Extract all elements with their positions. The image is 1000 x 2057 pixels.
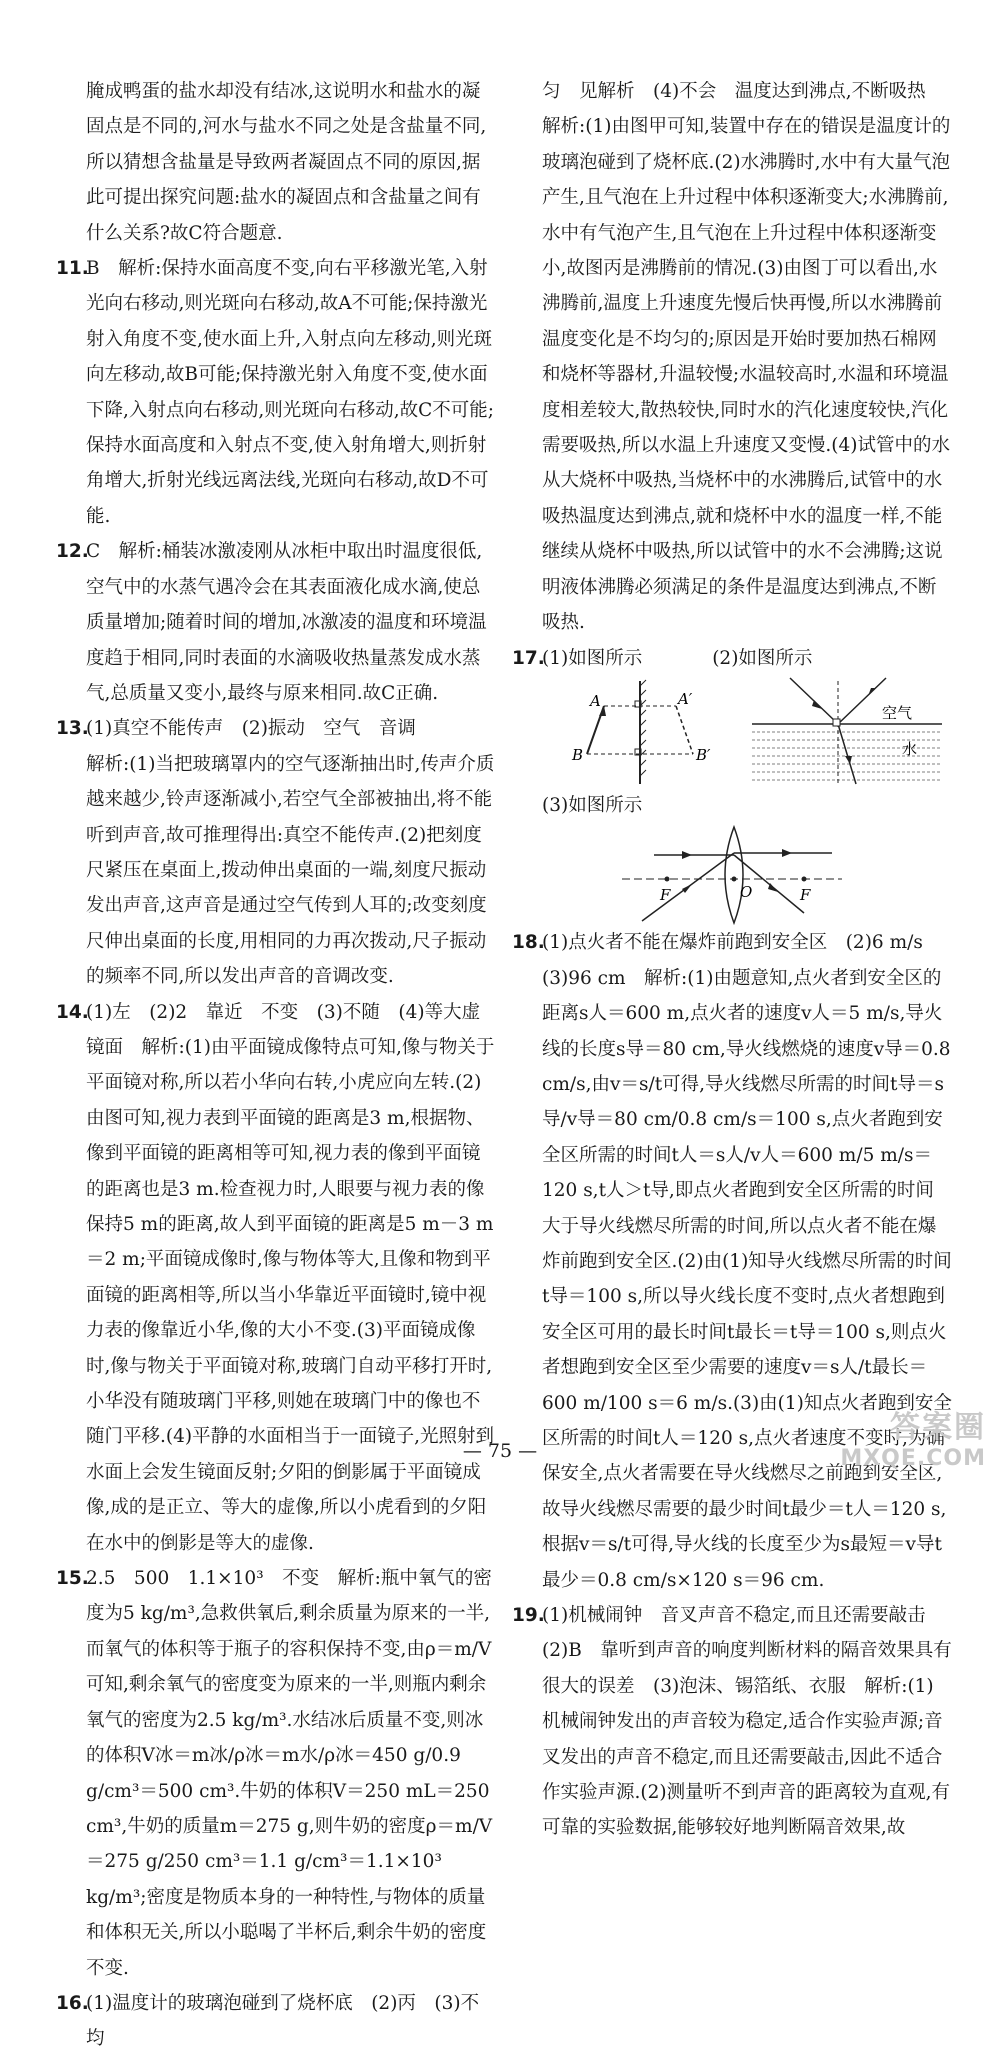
plane-mirror-figure bbox=[571, 680, 711, 784]
answer-14 bbox=[56, 995, 499, 1562]
right-column bbox=[512, 74, 952, 1846]
answer-text: (1)真空不能传声 (2)振动 空气 音调 bbox=[86, 718, 416, 740]
label-b: B bbox=[572, 745, 584, 764]
question-number: 19. bbox=[512, 1605, 545, 1627]
left-column bbox=[56, 74, 499, 2057]
question-number: 15. bbox=[56, 1568, 89, 1590]
watermark-logo: 答案圈 bbox=[890, 1410, 986, 1445]
label-o: O bbox=[740, 883, 753, 902]
answer-text: B 解析:保持水面高度不变,向右平移激光笔,入射光向右移动,则光斑向右移动,故A不可能;保持激光射入角度不变,使水面上升,入射点向左移动,则光斑向左移动,故B可能;保持激光射入角度不变,使水面下降,入射点向右移动,则光斑向右移动,故C不可能;保持水面高度和入射点不变,使入射角增大,则折射角增大,折射光线远离法线,光斑向右移动,故D不可能. bbox=[86, 258, 495, 527]
answer-text: (1)机械闹钟 音叉声音不稳定,而且还需要敲击 bbox=[542, 1605, 926, 1627]
label-a: A bbox=[590, 691, 601, 710]
answer-text: 2.5 500 1.1×10³ 不变 解析:瓶中氧气的密度为5 kg/m³,急救供氧后,剩余质量为原来的一半,而氧气的体积等于瓶子的容积保持不变,由ρ＝m/V可知,剩余氧气的密度变为原来的一半,则瓶内剩余氧气的密度为2.5 kg/m³.水结冰后质量不变,则冰的体积V冰＝m冰/ρ冰＝m水/ρ冰＝450 g/0.9 g/cm³＝500 cm³.牛奶的体积V＝250 mL＝250 cm³,牛奶的质量m＝275 g,则牛奶的密度ρ＝m/V＝275 g/250 cm³＝1.1 g/cm³＝1.1×10³ kg/m³;密度是物质本身的一种特性,与物体的质量和体积无关,所以小聪喝了半杯后,剩余牛奶的密度不变. bbox=[86, 1568, 493, 1979]
question-number: 12. bbox=[56, 541, 89, 563]
watermark bbox=[840, 1402, 986, 1471]
question-number: 13. bbox=[56, 718, 89, 740]
answer-16 bbox=[56, 1986, 496, 2057]
figure-label-1: (1)如图所示 bbox=[542, 647, 643, 669]
answer-text: (1)温度计的玻璃泡碰到了烧杯底 (2)丙 (3)不均 bbox=[86, 1992, 480, 2050]
mirror-reflection-diagram bbox=[542, 676, 962, 788]
label-water: 水 bbox=[902, 739, 918, 758]
label-f-left: F bbox=[660, 886, 671, 905]
answer-18 bbox=[512, 925, 952, 1598]
answer-text: C 解析:桶装冰激凌刚从冰柜中取出时温度很低,空气中的水蒸气遇冷会在其表面液化成水滴,使总质量增加;随着时间的增加,冰激凌的温度和环境温度趋于相同,同时表面的水滴吸收热量蒸发成水蒸气,总质量又变小,最终与原来相同.故C正确. bbox=[86, 541, 487, 704]
answer-13 bbox=[56, 711, 496, 994]
question-number: 18. bbox=[512, 932, 545, 954]
question-number: 11. bbox=[56, 258, 89, 280]
answer-11 bbox=[56, 251, 496, 534]
figures-row bbox=[542, 676, 952, 788]
label-f-right: F bbox=[800, 886, 811, 905]
question-number: 14. bbox=[56, 1001, 89, 1023]
figure-label-3: (3)如图所示 bbox=[542, 794, 643, 816]
label-b-prime: B′ bbox=[696, 745, 711, 764]
refraction-figure bbox=[752, 678, 942, 784]
answer-19 bbox=[512, 1598, 952, 1846]
watermark-url: MXQE.COM bbox=[840, 1446, 986, 1471]
answer-text: (1)点火者不能在爆炸前跑到安全区 (2)6 m/s bbox=[542, 932, 923, 954]
answer-12 bbox=[56, 534, 496, 711]
answer-17 bbox=[512, 641, 952, 926]
answer-15 bbox=[56, 1561, 496, 1986]
label-a-prime: A′ bbox=[678, 689, 693, 708]
convex-lens-diagram bbox=[542, 823, 962, 925]
lens-figure bbox=[542, 823, 952, 925]
answer-text: (1)左 (2)2 靠近 不变 (3)不随 (4)等大虚 镜面 解析:(1)由平面镜成像特点可知,像与物关于平面镜对称,所以若小华向右转,小虎应向左转.(2)由图可知,视力表到平面镜的距离是3 m,根据物、像到平面镜的距离相等可知,视力表的像到平面镜的距离也是3 m.检查视力时,人眼要与视力表的像保持5 m的距离,故人到平面镜的距离是5 m－3 m＝2 m;平面镜成像时,像与物体等大,且像和物到平面镜的距离相等,所以当小华靠近平面镜时,镜中视力表的像靠近小华,像的大小不变.(3)平面镜成像时,像与物关于平面镜对称,玻璃门自动平移打开时,小华没有随玻璃门平移,则她在玻璃门中的像也不随门平移.(4)平静的水面相当于一面镜子,光照射到水面上会发生镜面反射;夕阳的倒影属于平面镜成像,成的是正立、等大的虚像,所以小虎看到的夕阳在水中的倒影是等大的虚像. bbox=[86, 1001, 499, 1554]
analysis-16: 解析:(1)由图甲可知,装置中存在的错误是温度计的玻璃泡碰到了烧杯底.(2)水沸腾时,水中有大量气泡产生,且气泡在上升过程中体积逐渐变大;水沸腾前,水中有气泡产生,且气泡在上升过程中体积逐渐变小,故图丙是沸腾前的情况.(3)由图丁可以看出,水沸腾前,温度上升速度先慢后快再慢,所以水沸腾前温度变化是不均匀的;原因是开始时要加热石棉网和烧杯等器材,升温较慢;水温较高时,水温和环境温度相差较大,散热较快,同时水的汽化速度较快,汽化需要吸热,所以水温上升速度又变慢.(4)试管中的水从大烧杯中吸热,当烧杯中的水沸腾后,试管中的水吸热温度达到沸点,就和烧杯中水的温度一样,不能继续从烧杯中吸热,所以试管中的水不会沸腾;这说明液体沸腾必须满足的条件是温度达到沸点,不断吸热. bbox=[542, 116, 951, 634]
page-number: — 75 — bbox=[462, 1440, 538, 1462]
question-number: 17. bbox=[512, 647, 545, 669]
question-number: 16. bbox=[56, 1992, 89, 2014]
intro-paragraph: 腌成鸭蛋的盐水却没有结冰,这说明水和盐水的凝固点是不同的,河水与盐水不同之处是含盐量不同,所以猜想含盐量是导致两者凝固点不同的原因,据此可提出探究问题:盐水的凝固点和含盐量之间有什么关系?故C符合题意. bbox=[86, 81, 487, 244]
answer-16-continued: 匀 见解析 (4)不会 温度达到沸点,不断吸热 bbox=[542, 81, 926, 102]
figure-label-2: (2)如图所示 bbox=[712, 647, 813, 669]
label-air: 空气 bbox=[882, 703, 913, 722]
analysis-text: 解析:(1)当把玻璃罩内的空气逐渐抽出时,传声介质越来越少,铃声逐渐减小,若空气全部被抽出,将不能听到声音,故可推理得出:真空不能传声.(2)把刻度尺紧压在桌面上,拨动伸出桌面的一端,刻度尺振动发出声音,这声音是通过空气传到人耳的;改变刻度尺伸出桌面的长度,用相同的力再次拨动,尺子振动的频率不同,所以发出声音的音调改变. bbox=[86, 753, 495, 988]
analysis-text: (3)96 cm 解析:(1)由题意知,点火者到安全区的距离s人＝600 m,点火者的速度v人＝5 m/s,导火线的长度s导＝80 cm,导火线燃烧的速度v导＝0.8 cm/s,由v＝s/t可得,导火线燃尽所需的时间t导＝s导/v导＝80 cm/0.8 cm/s＝100 s,点火者跑到安全区所需的时间t人＝s人/v人＝600 m/5 m/s＝120 s,t人＞t导,即点火者跑到安全区所需的时间大于导火线燃尽所需的时间,所以点火者不能在爆炸前跑到安全区.(2)由(1)知导火线燃尽所需的时间t导＝100 s,所以导火线长度不变时,点火者想跑到安全区可用的最长时间t最长＝t导＝100 s,则点火者想跑到安全区至少需要的速度v＝s人/t最长＝600 m/100 s＝6 m/s.(3)由(1)知点火者跑到安全区所需的时间t人＝120 s,点火者速度不变时,为确保安全,点火者需要在导火线燃尽之前跑到安全区,故导火线燃尽需要的最少时间t最少＝t人＝120 s,根据v＝s/t可得,导火线的长度至少为s最短＝v导t最少＝0.8 cm/s×120 s＝96 cm. bbox=[542, 967, 952, 1591]
analysis-text: (2)B 靠听到声音的响度判断材料的隔音效果具有很大的误差 (3)泡沫、锡箔纸、衣服 解析:(1)机械闹钟发出的声音较为稳定,适合作实验声源;音叉发出的声音不稳定,而且还需要敲击,因此不适合作实验声源.(2)测量听不到声音的距离较为直观,有可靠的实验数据,能够较好地判断隔音效果,故 bbox=[542, 1640, 952, 1839]
